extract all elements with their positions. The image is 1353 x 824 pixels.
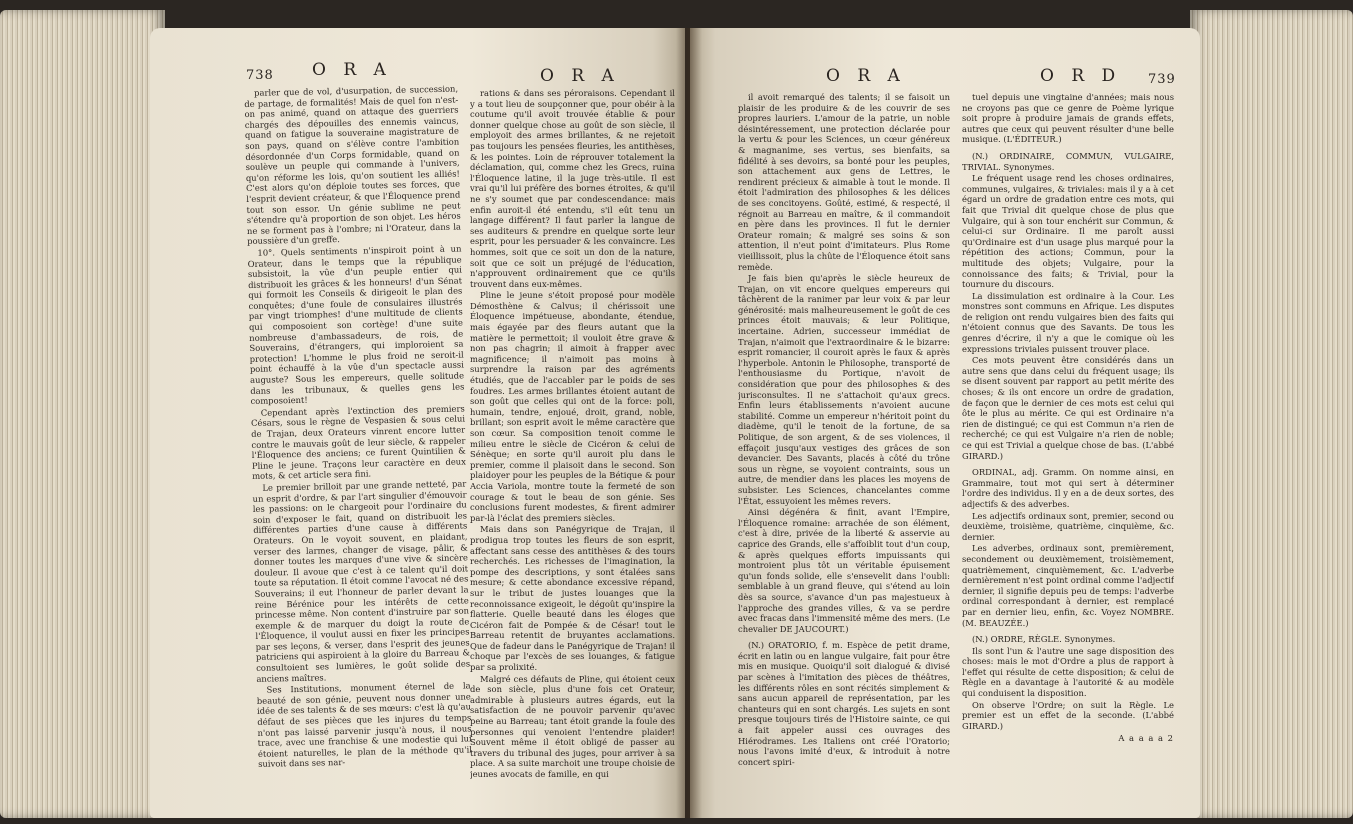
paragraph: Ses Institutions, monument éternel de la beauté de son génie, peuvent nous donner une idée de ses talents & de ses mœurs: c'est là qu'au défaut de ses pièces que les injures du temps n'ont pas laissé parvenir jusqu'à nous, il nous trace, avec une franchise & une modestie qui lui étoient naturelles, le plan de la méthode qu'il suivoit dans ses nar- xyxy=(256,680,473,770)
page-stack-left xyxy=(0,10,165,818)
paragraph: Le fréquent usage rend les choses ordinaires, communes, vulgaires, & triviales: mais il y a à cet égard un ordre de gradation entre ces mots, qui fait que Trivial dit quelque chose de plus que Vulgaire, qui à son tour enchérit sur Commun, & celui-ci sur Ordinaire. Il me paroît aussi qu'Ordinaire est d'un usage plus marqué pour la répétition des actions; Commun, pour la multitude des objets; Vulgaire, pour la connoissance des faits; & Trivial, pour la tournure du discours. xyxy=(962,173,1174,290)
page-stack-right xyxy=(1190,10,1353,818)
paragraph: il avoit remarqué des talents; il se faisoit un plaisir de les produire & de les couvrir de ses propres lauriers. L'amour de la patrie, un noble désintéressement, une protection déclarée pour la vertu & pour les Sciences, un cœur généreux & magnanime, ses vertus, ses bienfaits, sa fidélité à ses devoirs, sa bonté pour les peuples, son attachement aux gens de Lettres, le rendirent précieux & aimable à tout le monde. Il étoit l'admiration des philosophes & les délices de ses concitoyens. Goûté, estimé, & respecté, il régnoit au Barreau en maître, & il commandoit en père dans les provinces. Il fut le dernier Orateur romain; & malgré ses soins & son attention, il n'eut point d'imitateurs. Plus Rome vieillissoit, plus la chûte de l'Éloquence étoit sans remède. xyxy=(738,92,950,272)
paragraph: On observe l'Ordre; on suit la Règle. Le premier est un effet de la seconde. (L'abbé GIRARD.) xyxy=(962,699,1174,731)
paragraph: Ils sont l'un & l'autre une sage disposition des choses: mais le mot d'Ordre a plus de rapport à l'effet qui résulte de cette disposition; & celui de Règle en a davantage à l'autorité & au modèle qui conduisent la disposition. xyxy=(962,645,1174,699)
paragraph: Je fais bien qu'après le siècle heureux de Trajan, on vit encore quelques empereurs qui tâchèrent de la ranimer par leur voix & par leur générosité: mais malheureusement le goût de ces princes étoit mauvais; & leur Politique, incertaine. Adrien, successeur immédiat de Trajan, n'aimoit que l'extraordinaire & le bizarre: esprit romancier, il couroit après le faux & après l'hyperbole. Antonin le Philosophe, transporté de l'enthousiasme du Portique, n'avoit de considération que pour des philosophes & des jurisconsultes. Il ne s'attachoit qu'aux grecs. Enfin leurs établissements n'avoient aucune stabilité. Comme un empereur n'héritoit point du diadème, qu'il le tenoit de la fortune, de sa Politique, de son argent, & de ses violences, il effaçoit jusqu'aux vestiges des grâces de son devancier. Des Savants, placés à côté du trône sous un règne, se voyoient contraints, sous un autre, de mendier dans les places les moyens de subsister. Les Sciences, chancelantes comme l'État, essuyoient les mêmes revers. xyxy=(738,273,950,506)
paragraph: Malgré ces défauts de Pline, qui étoient ceux de son siècle, plus d'une fois cet Orateur, admirable à plusieurs autres égards, eut la satisfaction de ne pouvoir parvenir qu'avec peine au Barreau; tant étoit grande la foule des personnes qui venoient l'entendre plaider! Souvent même il étoit obligé de passer au travers du tribunal des juges, pour arriver à sa place. A sa suite marchoit une troupe choisie de jeunes avocats de famille, en qui xyxy=(470,673,675,779)
paragraph: Les adverbes, ordinaux sont, premièrement, secondement ou deuxièmement, troisièmement, quatrièmement, cinquièmement, &c. L'adverbe dernièrement n'est point ordinal comme l'adjectif dernier, il signifie depuis peu de temps: l'adverbe ordinal correspondant à dernier, est remplacé par en dernier lieu, enfin, &c. Voyez NOMBRE. (M. BEAUZÉE.) xyxy=(962,543,1174,628)
left-page-number: 738 xyxy=(246,68,274,83)
book-gutter xyxy=(676,28,702,818)
paragraph: La dissimulation est ordinaire à la Cour. Les monstres sont communs en Afrique. Les disputes de religion ont rendu vulgaires bien des faits qui n'étoient connus que des Savants. De tous les genres d'écrire, il n'y a que le comique où les expressions triviales puissent trouver place. xyxy=(962,290,1174,354)
right-page-column-1 xyxy=(738,92,950,802)
paragraph: Le premier brilloit par une grande netteté, par un esprit d'ordre, & par l'art singulier d'émouvoir les passions: on le chargeoit pour l'ordinaire du soin d'exposer le fait, quand on distribuoit les différentes parties d'une cause à différents Orateurs. On le voyoit souvent, en plaidant, verser des larmes, changer de visage, pâlir, & donner toutes les marques d'une vive & sincère douleur. Il avoue que c'est à ce talent qu'il doit toute sa réputation. Il étoit comme l'avocat né des Souverains; il eut l'honneur de parler devant la reine Bérénice pour les intérêts de cette princesse même. Non content d'instruire par son exemple & de marquer du doigt la route de l'Éloquence, il voulut aussi en fixer les principes par ses leçons, & verser, dans l'esprit des jeunes patriciens qui aspiroient à la gloire du Barreau & consultoient ses lumières, le goût solide des anciens maîtres. xyxy=(252,478,471,684)
paragraph: Ainsi dégénéra & finit, avant l'Empire, l'Éloquence romaine: arrachée de son élément, c'est à dire, privée de la liberté & asservie au caprice des Grands, elle s'affoiblit tout d'un coup, & après quelques efforts impuissants qui montroient plus tôt un véritable épuisement qu'un fonds solide, elle s'ensevelit dans l'oubli: semblable à un grand fleuve, qui s'étend au loin dès sa source, s'avance d'un pas majestueux à l'approche des grandes villes, & va se perdre avec fracas dans l'immensité même des mers. (Le chevalier DE JAUCOURT.) xyxy=(738,507,950,634)
entry-ordre-heading: (N.) ORDRE, RÈGLE. Synonymes. xyxy=(972,634,1116,645)
left-page-column-1 xyxy=(244,84,473,788)
right-page-column-2 xyxy=(962,92,1174,798)
paragraph: parler que de vol, d'usurpation, de succession, de partage, de formalités! Mais de quel fon n'est-on pas animé, quand on attaque des guerriers chargés des dépouilles des ennemis vaincus, quand on fatigue la souveraine magistrature de son pays, quand on s'élève contre l'ambition désordonnée d'un Corps formidable, quand on soulève un peuple qui commande à l'univers, qu'on réforme les lois, qu'on soutient les alliés! C'est alors qu'on déploie toutes ses forces, que l'esprit devient créateur, & que l'Éloquence prend tout son essor. Un génie sublime ne peut s'étendre qu'à proportion de son objet. Les héros ne se forment pas à l'ombre; ni l'Orateur, dans la poussière d'un greffe. xyxy=(244,83,462,247)
paragraph: rations & dans ses péroraisons. Cependant il y a tout lieu de soupçonner que, pour obéir à la coutume qu'il avoit trouvée établie & pour donner quelque chose au goût de son siècle, il employoit des armes brillantes, & ne rejetoit pas toujours les pensées fleuries, les antithèses, & les pointes. Loin de réprouver totalement la déclamation, qui, comme chez les Grecs, ruina l'Éloquence latine, il la juge très-utile. Il est vrai qu'il lui préfère des bornes étroites, & qu'il ne s'y soumet que par condescendance: mais enfin auroit-il été entendu, s'il eût tenu un langage différent? Il faut parler la langue de ses auditeurs & prendre en quelque sorte leur esprit, pour les persuader & les convaincre. Les hommes, soit que ce soit un don de la nature, soit que ce soit un préjugé de l'éducation, n'approuvent ordinairement que ce qu'ils trouvent dans eux-mêmes. xyxy=(470,88,675,289)
entry-ordinaire-heading: (N.) ORDINAIRE, COMMUN, VULGAIRE, TRIVIAL. Synonymes. xyxy=(962,150,1174,172)
left-running-head-1: O R A xyxy=(312,60,392,80)
paragraph: Cependant après l'extinction des premiers Césars, sous le règne de Vespasien & sous celui de Trajan, deux Orateurs vinrent encore lutter contre le mauvais goût de leur siècle, & rappeler l'Éloquence des anciens; ce furent Quintilien & Pline le jeune. Traçons leur caractère en deux mots, & cet article sera fini. xyxy=(250,403,466,482)
paragraph: Les adjectifs ordinaux sont, premier, second ou deuxième, troisième, quatrième, cinquième, &c. dernier. xyxy=(962,510,1174,542)
left-running-head-2: O R A xyxy=(540,66,620,86)
right-running-head-1: O R A xyxy=(826,66,906,86)
entry-oratorio: (N.) ORATORIO, f. m. Espèce de petit drame, écrit en latin ou en langue vulgaire, fait pour être mis en musique. Quoiqu'il soit dialogué & divisé par scènes à l'imitation des pièces de théâtres, les différents rôles en sont récités simplement & sans aucun appareil de représentation, par les chanteurs qui en sont chargés. Les sujets en sont presque toujours tirés de l'Histoire sainte, ce qui a fait appeler aussi ces ouvrages des Hiérodrames. Les Italiens ont créé l'Oratorio; nous l'avons imité d'eux, & introduit à notre concert spiri- xyxy=(738,640,950,767)
paragraph: Pline le jeune s'étoit proposé pour modèle Démosthène & Calvus; il chérissoit une Éloquence impétueuse, abondante, étendue, mais égayée par des fleurs autant que la matière le permettoit; il vouloit être grave & non pas chagrin; il aimoit à frapper avec magnificence; il n'aimoit pas moins à surprendre la raison par des agréments étudiés, que de l'accabler par le poids de ses foudres. Les armes brillantes étoient autant de son goût que celles qui ont de la force: poli, humain, tendre, enjoué, droit, grand, noble, brillant; son esprit avoit le même caractère que son cœur. Sa composition tenoit comme le milieu entre le siècle de Cicéron & celui de Sénèque; en sorte qu'il auroit plu dans le premier, comme il plaisoit dans le second. Son plaidoyer pour les peuples de la Bétique & pour Accia Variola, montre toute la fermeté de son courage & tout le beau de son génie. Ses conclusions furent modestes, & firent admirer par-là l'éclat des premiers siècles. xyxy=(470,290,675,523)
paragraph: Ces mots peuvent être considérés dans un autre sens que dans celui du fréquent usage; ils se disent souvent par rapport au petit mérite des choses; & ils ont encore un ordre de gradation, de façon que le dernier de ces mots est celui qui ôte le plus au mérite. Ce qui est Ordinaire n'a rien de distingué; ce qui est Commun n'a rien de recherché; ce qui est Vulgaire n'a rien de noble; ce qui est Trivial a quelque chose de bas. (L'abbé GIRARD.) xyxy=(962,355,1174,461)
paragraph: tuel depuis une vingtaine d'années; mais nous ne croyons pas que ce genre de Poème lyrique soit propre à produire jamais de grands effets, autres que ceux qui peuvent résulter d'une belle musique. (L'ÉDITEUR.) xyxy=(962,92,1174,145)
right-page-number: 739 xyxy=(1148,72,1176,87)
left-page-column-2 xyxy=(470,88,675,798)
entry-ordinal: ORDINAL, adj. Gramm. On nomme ainsi, en Grammaire, tout mot qui sert à déterminer l'ordre des individus. Il y en a de deux sortes, des adjectifs & des adverbes. xyxy=(962,467,1174,509)
signature-mark: A a a a a 2 xyxy=(1118,733,1174,744)
right-running-head-2: O R D xyxy=(1040,66,1122,86)
paragraph: 10°. Quels sentiments n'inspiroit point à un Orateur, dans le temps que la république subsistoit, la vûe d'un peuple entier qui distribuoit les grâces & les honneurs! d'un Sénat qui formoit les Conseils & dirigeoit le plan des conquêtes; d'une foule de consulaires illustrés par vingt triomphes! d'une multitude de clients qui composoient son cortège! d'une suite nombreuse d'ambassadeurs, de rois, de Souverains, d'étrangers, qui imploroient sa protection! L'homme le plus froid ne seroit-il point échauffé à la vûe d'un spectacle aussi auguste? Sous les empereurs, quelle solitude dans les tribunaux, & quelles gens les composoient! xyxy=(247,243,465,407)
paragraph: Mais dans son Panégyrique de Trajan, il prodigua trop toutes les fleurs de son esprit, affectant sans cesse des antithèses & des tours recherchés. Les richesses de l'imagination, la pompe des descriptions, y sont étalées sans mesure; & cette abondance excessive répand, sur le tribut de justes louanges que la reconnoissance exigeoit, le dégoût qu'inspire la flatterie. Quelle beauté dans les éloges que Cicéron fait de Pompée & de César! tout le Barreau retentit de bruyantes acclamations. Que de fadeur dans le Panégyrique de Trajan! il choque par l'excès de ses louanges, & fatigue par sa prolixité. xyxy=(470,524,675,673)
